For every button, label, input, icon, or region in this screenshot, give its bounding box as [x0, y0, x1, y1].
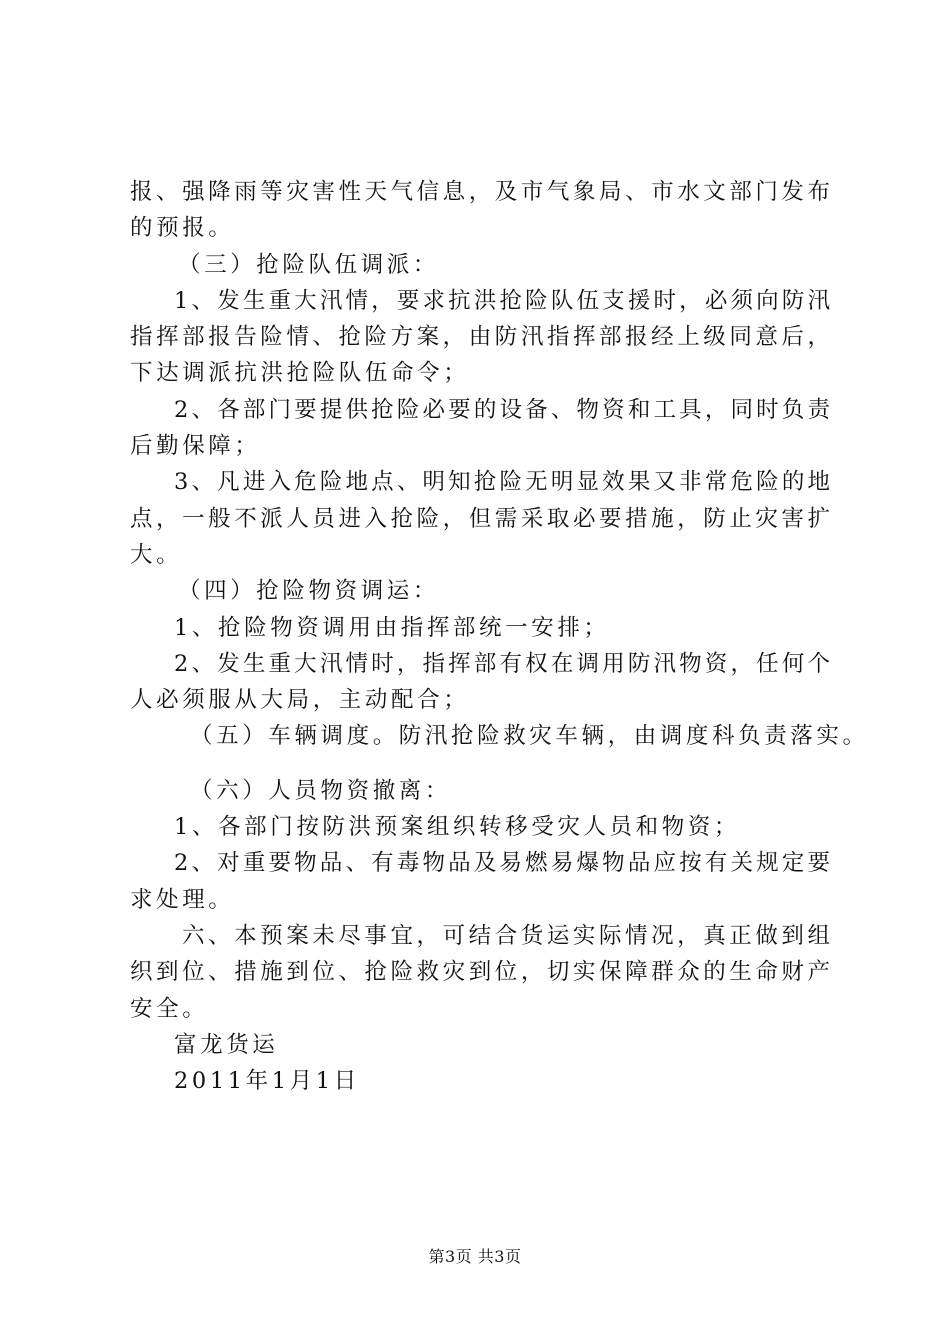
- section-heading: （六）人员物资撤离：: [190, 777, 452, 804]
- document-body: [130, 174, 869, 1099]
- text-line: 大。: [130, 541, 183, 568]
- text-line: 人必须服从大局，主动配合；: [130, 687, 470, 714]
- text-line: 2、各部门要提供抢险必要的设备、物资和工具，同时负责: [174, 396, 830, 423]
- text-line: 3、凡进入危险地点、明知抢险无明显效果又非常危险的地: [174, 469, 830, 496]
- spacer: [130, 755, 830, 773]
- text-line: 1、各部门按防洪预案组织转移受灾人员和物资；: [174, 814, 741, 841]
- text-line: 下达调派抗洪抢险队伍命令；: [130, 360, 470, 387]
- text-line: 六、本预案未尽事宜，可结合货运实际情况，真正做到组: [182, 922, 830, 949]
- text-line: 2、发生重大汛情时，指挥部有权在调用防汛物资，任何个: [174, 650, 830, 677]
- text-line: 织到位、措施到位、抢险救灾到位，切实保障群众的生命财产: [130, 959, 830, 986]
- text-line: 报、强降雨等灾害性天气信息，及市气象局、市水文部门发布: [130, 179, 830, 205]
- text-line: 安全。: [130, 995, 209, 1022]
- page-footer: 第3页 共3页: [428, 1247, 522, 1266]
- text-line: 1、抢险物资调用由指挥部统一安排；: [174, 614, 610, 641]
- section-heading: （四）抢险物资调运：: [178, 578, 440, 605]
- text-line: 1、发生重大汛情，要求抗洪抢险队伍支援时，必须向防汛: [174, 287, 830, 314]
- section-heading: （三）抢险队伍调派：: [178, 251, 440, 278]
- signature-organization: 富龙货运: [174, 1031, 279, 1058]
- text-line: 2、对重要物品、有毒物品及易燃易爆物品应按有关规定要: [174, 850, 830, 877]
- text-line: 后勤保障；: [130, 433, 261, 460]
- text-line: 求处理。: [130, 886, 235, 913]
- signature-date: 2011年1月1日: [174, 1068, 360, 1095]
- text-line: 的预报。: [130, 215, 235, 242]
- text-line: 指挥部报告险情、抢险方案，由防汛指挥部报经上级同意后，: [130, 324, 830, 351]
- section-heading: （五）车辆调度。防汛抢险救灾车辆，由调度科负责落实。: [190, 723, 869, 750]
- text-line: 点，一般不派人员进入抢险，但需采取必要措施，防止灾害扩: [130, 505, 830, 532]
